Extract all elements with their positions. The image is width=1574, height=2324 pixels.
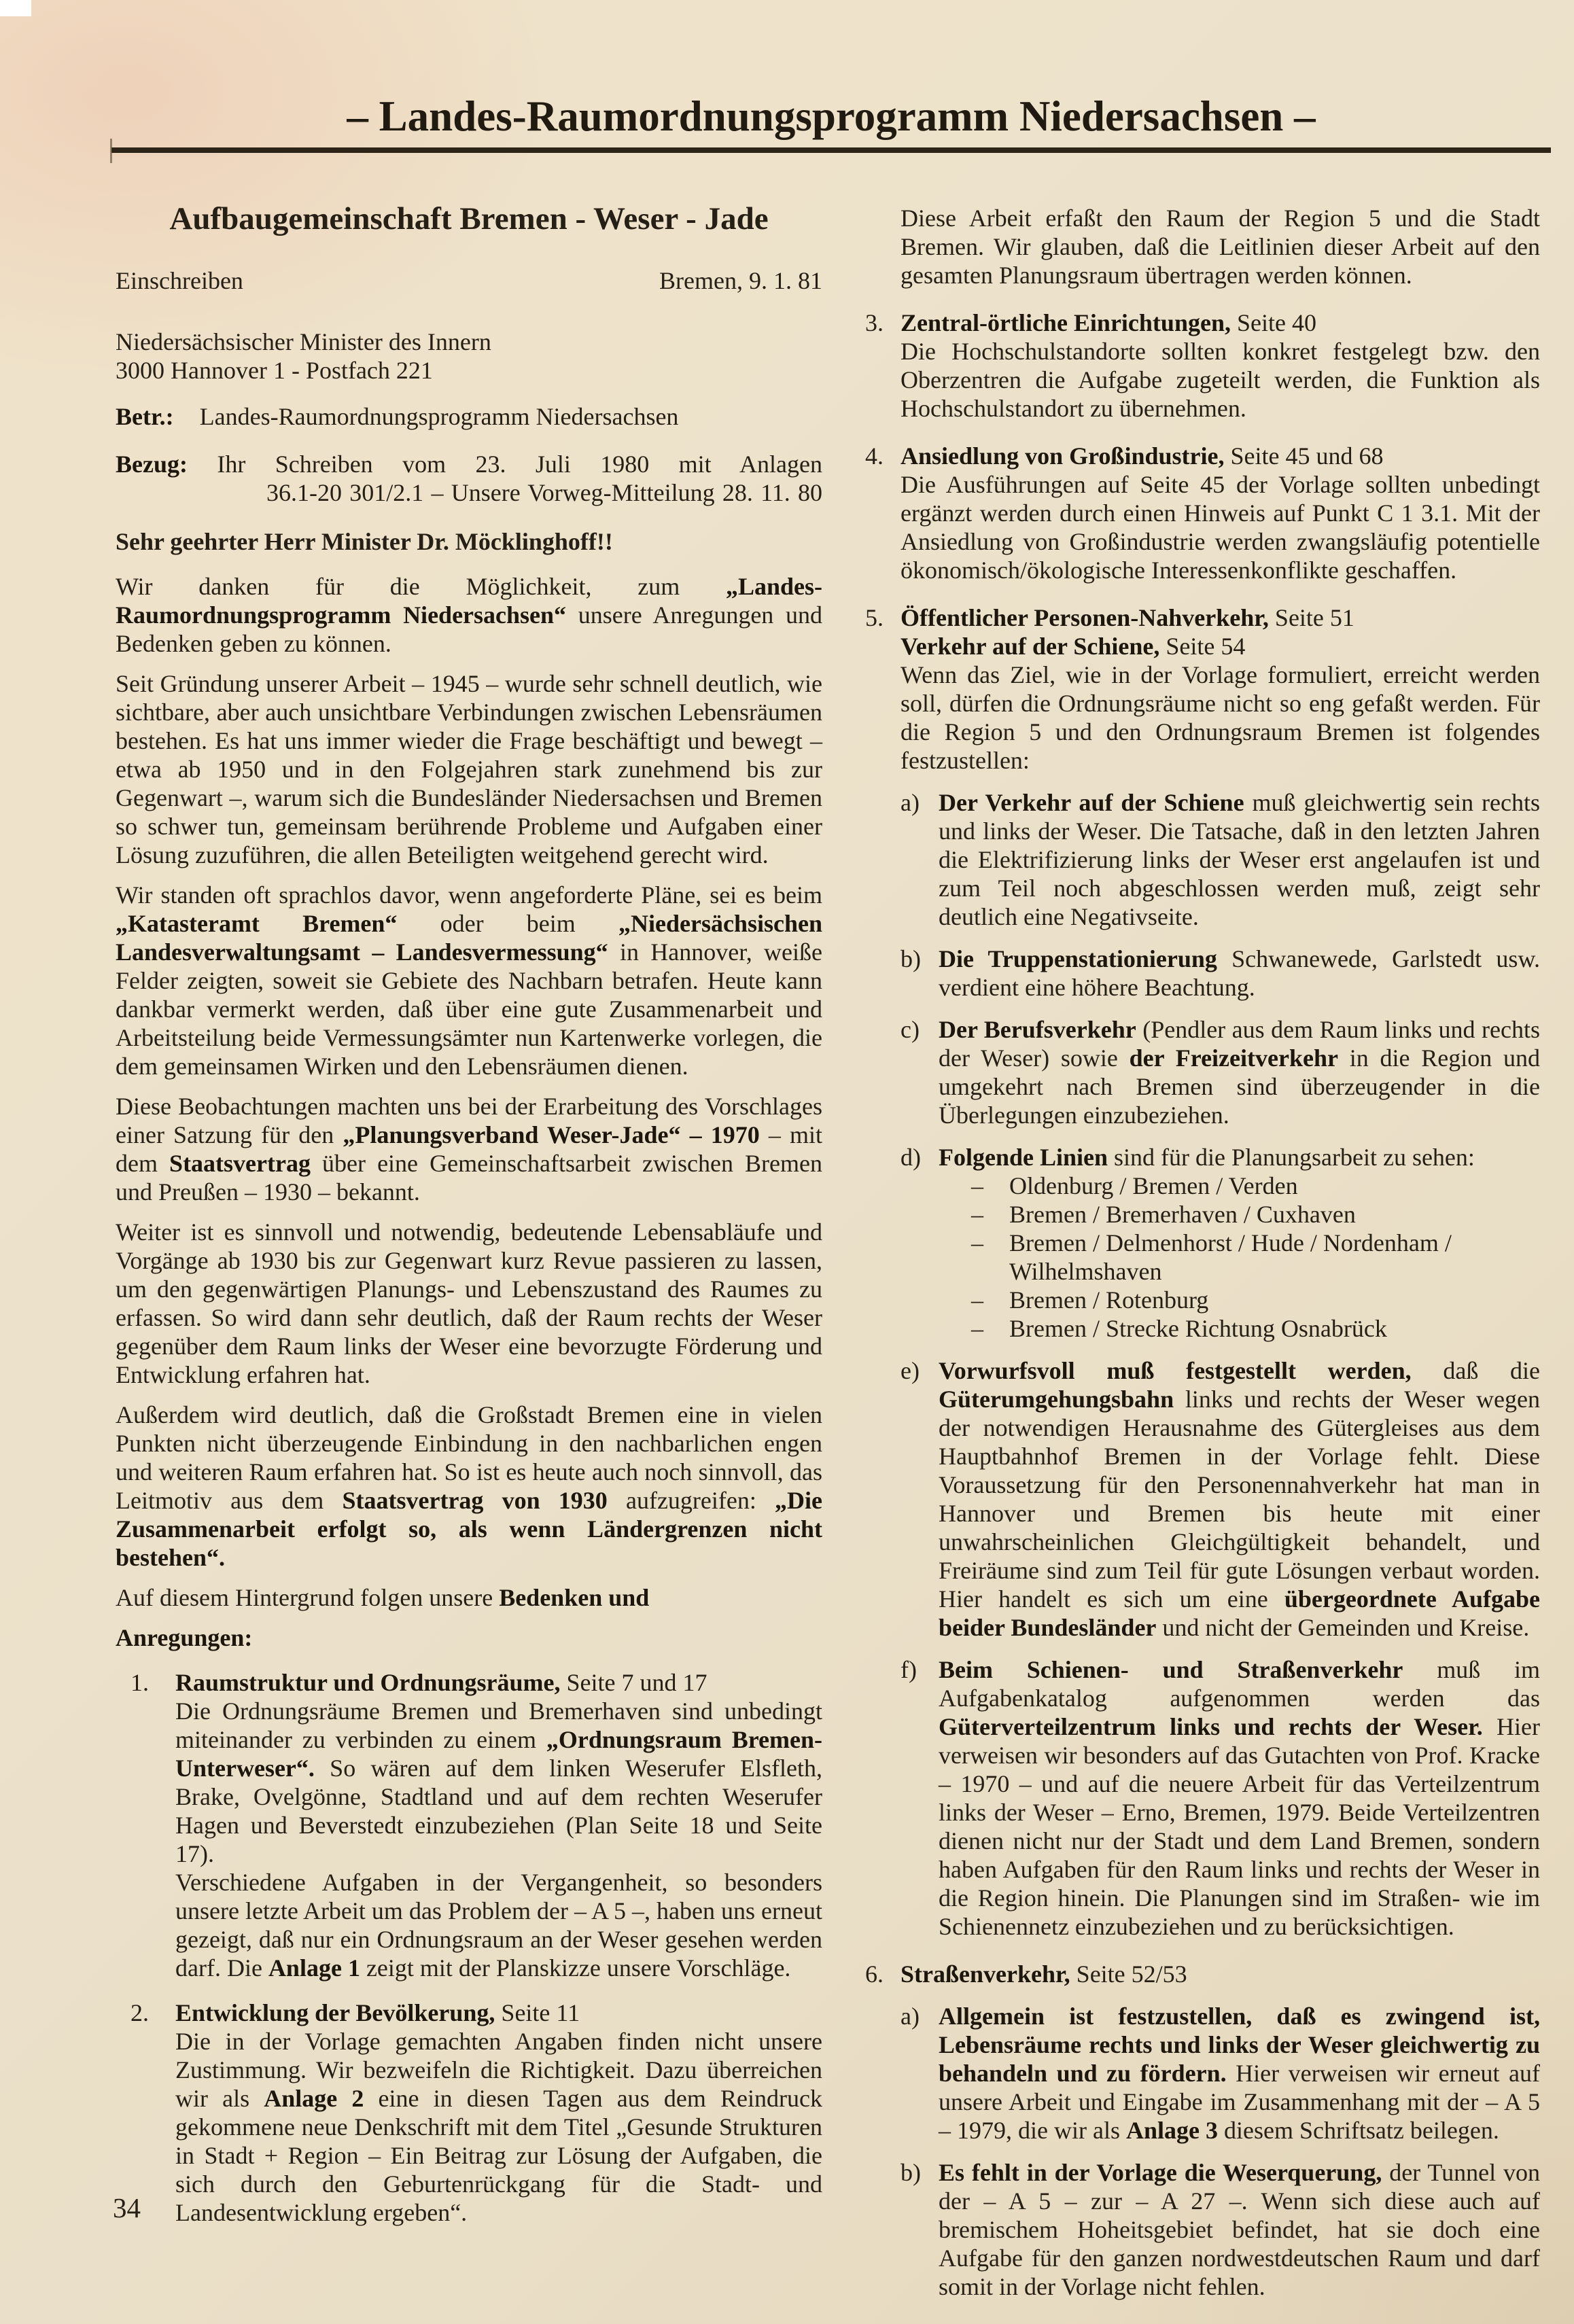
lettered-item-d bbox=[900, 1143, 1540, 1343]
lettered-item-b bbox=[900, 945, 1540, 1002]
item-number: 1. bbox=[130, 1669, 149, 1696]
item-letter: e) bbox=[900, 1357, 920, 1384]
rail-line: Bremen / Delmenhorst / Hude / Nordenham / Wilhelmshaven bbox=[1009, 1229, 1452, 1285]
recipient-address bbox=[116, 328, 822, 385]
dash-bullet: – bbox=[971, 1229, 983, 1256]
closing-intro-line: Anregungen: bbox=[116, 1624, 253, 1651]
lettered-item-a bbox=[900, 2002, 1540, 2145]
rail-line: Bremen / Strecke Richtung Osnabrück bbox=[1009, 1315, 1387, 1342]
item-paragraph: Beim Schienen- und Straßenverkehr muß im Aufgabenkatalog aufgenommen werden das Güterverteilzentrum links und rechts der Weser. Hier verweisen wir besonders auf das Gutachten von Prof. Kracke – 1970 – und auf die neuere Arbeit für das Verteilzentrum links der Weser – Erno, Bremen, 1979. Beide Verteilzentren dienen nicht nur der Stadt und dem Land Bremen, sondern haben Aufgaben für den Raum links und rechts der Weser in die Region hinein. Die Planungen sind im Straßen- wie im Schienennetz einzubeziehen und zu berücksichtigen. bbox=[939, 1656, 1541, 1940]
place-date: Bremen, 9. 1. 81 bbox=[659, 267, 822, 294]
numbered-item-6 bbox=[865, 1960, 1540, 2301]
list-item bbox=[971, 1314, 1540, 1343]
paragraph: Außerdem wird deutlich, daß die Großstadt Bremen eine in vielen Punkten nicht überzeugende Einbindung in den nachbarlichen engen und weiteren Raum erfahren hat. So ist es heute auch noch sinnvoll, das Leitmotiv aus dem Staatsvertrag von 1930 aufzugreifen: „Die Zusammenarbeit erfolgt so, als wenn Ländergrenzen nicht bestehen“. bbox=[116, 1401, 823, 1571]
item-paragraph: Der Verkehr auf der Schiene muß gleichwertig sein rechts und links der Weser. Die Tatsache, daß in den letzten Jahren die Elektrifizierung links der Weser erst angelaufen ist und zum Teil noch abgeschlossen werden muß, zeigt sehr deutlich eine Negativseite. bbox=[939, 789, 1540, 930]
subject-label: Betr.: bbox=[116, 403, 174, 430]
closing-intro-line: Auf diesem Hintergrund folgen unsere Bedenken und bbox=[116, 1584, 650, 1611]
item-number: 4. bbox=[865, 442, 884, 470]
item-paragraph: Die in der Vorlage gemachten Angaben finden nicht unsere Zustimmung. Wir bezweifeln die Richtigkeit. Dazu überreichen wir als Anlage 2 eine in diesen Tagen aus dem Reindruck gekommene neue Denkschrift mit dem Titel „Gesunde Strukturen in Stadt + Region – Ein Beitrag zur Lösung der Aufgaben, die sich durch den Geburtenrückgang für die Stadt- und Landesentwicklung ergeben“. bbox=[175, 2028, 823, 2226]
dash-bullet: – bbox=[971, 1172, 983, 1199]
item-heading: Raumstruktur und Ordnungsräume, Seite 7 und 17 bbox=[175, 1669, 707, 1696]
item-paragraph: Die Truppenstationierung Schwanewede, Garlstedt usw. verdient eine höhere Beachtung. bbox=[939, 945, 1540, 1001]
lettered-item-a bbox=[900, 788, 1540, 931]
lettered-item-f bbox=[900, 1655, 1540, 1941]
item-paragraph: Es fehlt in der Vorlage die Weserquerung, der Tunnel von der – A 5 – zur – A 27 –. Wenn sich diese auch auf bremischem Hoheitsgebiet befindet, hat sie doch eine Aufgabe für den ganzen nordwestdeutschen Raum und darf somit in der Vorlage nicht fehlen. bbox=[939, 2159, 1540, 2300]
reference-line-1: Bezug: Ihr Schreiben vom 23. Juli 1980 mit Anlagen bbox=[116, 451, 822, 478]
item-paragraph: Verschiedene Aufgaben in der Vergangenheit, so besonders unsere letzte Arbeit um das Problem der – A 5 –, haben uns erneut gezeigt, daß nur ein Ordnungsraum an der Weser gesehen werden darf. Die Anlage 1 zeigt mit der Planskizze unsere Vorschläge. bbox=[175, 1869, 822, 1982]
right-column bbox=[865, 204, 1541, 2301]
item-letter: b) bbox=[900, 945, 921, 972]
numbered-item-1 bbox=[130, 1668, 823, 1982]
item-letter: b) bbox=[900, 2159, 921, 2186]
page-header-title: – Landes-Raumordnungsprogramm Niedersachsen – bbox=[347, 92, 1316, 140]
item-number: 5. bbox=[865, 604, 884, 631]
subject-line bbox=[116, 402, 822, 431]
item-number: 2. bbox=[130, 1999, 149, 2026]
numbered-item-5 bbox=[865, 603, 1541, 1941]
list-item bbox=[971, 1200, 1540, 1229]
item-paragraph: Wenn das Ziel, wie in der Vorlage formuliert, erreicht werden soll, dürfen die Ordnungsräume nicht so eng gefaßt werden. Für die Region 5 und den Ordnungsraum Bremen ist folgendes festzustellen: bbox=[900, 661, 1540, 774]
item-heading: Verkehr auf der Schiene, Seite 54 bbox=[900, 633, 1246, 660]
numbered-item-2 bbox=[130, 1999, 823, 2227]
item-paragraph: Vorwurfsvoll muß festgestellt werden, daß die Güterumgehungsbahn links und rechts der Weser wegen der notwendigen Herausnahme des Gütergleises aus dem Hauptbahnhof Bremen in der Vorlage fehlt. Diese Voraussetzung für den Personennahverkehr hat man in Hannover und Bremen bis heute mit einer unwahrscheinlichen Gleichgültigkeit behandelt, und Freiräume sind zum Teil für gute Lösungen verbaut worden. Hier handelt es sich um eine übergeordnete Aufgabe beider Bundesländer und nicht der Gemeinden und Kreise. bbox=[939, 1357, 1540, 1641]
dash-bullet: – bbox=[971, 1201, 983, 1228]
paragraph: Seit Gründung unserer Arbeit – 1945 – wurde sehr schnell deutlich, wie sichtbare, aber auch unsichtbare Verbindungen zwischen Lebensräumen bestehen. Es hat uns immer wieder die Frage beschäftigt und bewegt – etwa ab 1950 und in den Folgejahren stark zunehmend bis zur Gegenwart –, warum sich die Bundesländer Niedersachsen und Bremen so schwer tun, gemeinsam berührende Probleme und Aufgaben einer Lösung zuzuführen, die allen Beteiligten weitgehend gerecht wird. bbox=[116, 670, 822, 868]
item-number: 6. bbox=[865, 1960, 884, 1988]
paragraph: Wir danken für die Möglichkeit, zum „Landes-Raumordnungsprogramm Niedersachsen“ unsere Anregungen und Bedenken geben zu können. bbox=[116, 573, 822, 657]
salutation: Sehr geehrter Herr Minister Dr. Möcklinghoff!! bbox=[116, 528, 613, 555]
list-item bbox=[971, 1172, 1540, 1200]
item-heading: Ansiedlung von Großindustrie, Seite 45 und 68 bbox=[900, 442, 1384, 470]
item-paragraph: Die Ausführungen auf Seite 45 der Vorlage sollten unbedingt ergänzt werden durch einen Hinweis auf Punkt C 1 3.1. Mit der Ansiedlung von Großindustrie werden zwangsläufig potentielle ökonomisch/ökologische Interessenkonflikte geschaffen. bbox=[900, 471, 1540, 584]
item-letter: c) bbox=[900, 1016, 920, 1043]
item-letter: d) bbox=[900, 1144, 921, 1171]
item-letter: a) bbox=[900, 789, 920, 816]
item-paragraph: Der Berufsverkehr (Pendler aus dem Raum links und rechts der Weser) sowie der Freizeitverkehr in die Region und umgekehrt nach Bremen sind überzeugender in die Überlegungen einzubeziehen. bbox=[939, 1016, 1541, 1129]
letter-org-title: Aufbaugemeinschaft Bremen - Weser - Jade bbox=[169, 201, 769, 236]
dash-bullet: – bbox=[971, 1286, 983, 1314]
item-letter: a) bbox=[900, 2003, 920, 2030]
item-heading: Öffentlicher Personen-Nahverkehr, Seite 51 bbox=[900, 604, 1354, 631]
item-number: 3. bbox=[865, 309, 884, 336]
rail-line-list bbox=[971, 1172, 1540, 1343]
item-paragraph: Folgende Linien sind für die Planungsarbeit zu sehen: bbox=[939, 1144, 1475, 1171]
page-number: 34 bbox=[113, 2192, 141, 2223]
item-paragraph: Die Ordnungsräume Bremen und Bremerhaven sind unbedingt miteinander zu verbinden zu einem „Ordnungsraum Bremen-Unterweser“. So wären auf dem linken Weserufer Elsfleth, Brake, Ovelgönne, Stadtland und auf dem rechten Weserufer Hagen und Beverstedt einzubeziehen (Plan Seite 18 und Seite 17). bbox=[175, 1697, 823, 1867]
mail-type-label: Einschreiben bbox=[116, 267, 243, 294]
item-paragraph: Die Hochschulstandorte sollten konkret festgelegt bzw. den Oberzentren die Aufgabe zugeteilt werden, die Funktion als Hochschulstandort zu übernehmen. bbox=[900, 338, 1540, 422]
item-heading: Entwicklung der Bevölkerung, Seite 11 bbox=[175, 1999, 580, 2026]
lettered-item-b bbox=[900, 2158, 1540, 2301]
letter-meta-row bbox=[116, 266, 822, 295]
reference-line-2: 36.1-20 301/2.1 – Unsere Vorweg-Mitteilung 28. 11. 80 bbox=[266, 479, 822, 506]
rail-line: Bremen / Bremerhaven / Cuxhaven bbox=[1009, 1201, 1356, 1228]
paragraph: Diese Beobachtungen machten uns bei der Erarbeitung des Vorschlages einer Satzung für den „Planungsverband Weser-Jade“ – 1970 – mit dem Staatsvertrag über eine Gemeinschaftsarbeit zwischen Bremen und Preußen – 1930 – bekannt. bbox=[116, 1093, 822, 1205]
paragraph: Weiter ist es sinnvoll und notwendig, bedeutende Lebensabläufe und Vorgänge ab 1930 bis zur Gegenwart kurz Revue passieren zu lassen, um den gegenwärtigen Planungs- und Lebenszustand des Raumes zu erfassen. So wird dann sehr deutlich, daß der Raum rechts der Weser gegenüber dem Raum links der Weser eine bevorzugte Förderung und Entwicklung erfahren hat. bbox=[116, 1218, 822, 1388]
subject-text: Landes-Raumordnungsprogramm Niedersachsen bbox=[199, 403, 679, 430]
list-item bbox=[971, 1286, 1540, 1314]
scan-edge-artifact bbox=[0, 0, 31, 16]
rail-line: Oldenburg / Bremen / Verden bbox=[1009, 1172, 1298, 1199]
paragraph: Diese Arbeit erfaßt den Raum der Region 5 und die Stadt Bremen. Wir glauben, daß die Leitlinien dieser Arbeit auf den gesamten Planungsraum übertragen werden können. bbox=[900, 205, 1540, 289]
item-paragraph: Allgemein ist festzustellen, daß es zwingend ist, Lebensräume rechts und links der Weser gleichwertig zu behandeln und zu fördern. Hier verweisen wir erneut auf unsere Arbeit und Eingabe im Zusammenhang mit der – A 5 – 1979, die wir als Anlage 3 diesem Schriftsatz beilegen. bbox=[939, 2003, 1540, 2144]
lettered-item-c bbox=[900, 1015, 1540, 1129]
item-letter: f) bbox=[900, 1656, 917, 1683]
lettered-item-e bbox=[900, 1356, 1540, 1642]
scan-artifact-tick bbox=[110, 139, 112, 163]
header-rule bbox=[111, 147, 1551, 153]
left-column bbox=[116, 201, 822, 2227]
numbered-item-4 bbox=[865, 442, 1540, 584]
item-heading: Straßenverkehr, Seite 52/53 bbox=[900, 1960, 1187, 1988]
paragraph: Wir standen oft sprachlos davor, wenn angeforderte Pläne, sei es beim „Katasteramt Bremen“ oder beim „Niedersächsischen Landesverwaltungsamt – Landesvermessung“ in Hannover, weiße Felder zeigten, soweit sie Gebiete des Nachbarn betrafen. Heute kann dankbar vermerkt werden, daß über eine gute Zusammenarbeit und Arbeitsteilung beide Vermessungsämter nun Kartenwerke vorlegen, die dem gemeinsamen Wirken und den Lebensräumen dienen. bbox=[116, 881, 822, 1080]
rail-line: Bremen / Rotenburg bbox=[1009, 1286, 1209, 1314]
recipient-line: 3000 Hannover 1 - Postfach 221 bbox=[116, 357, 433, 384]
item-heading: Zentral-örtliche Einrichtungen, Seite 40 bbox=[900, 309, 1316, 336]
list-item bbox=[971, 1229, 1540, 1286]
recipient-line: Niedersächsischer Minister des Innern bbox=[116, 328, 491, 355]
numbered-item-3 bbox=[865, 309, 1540, 423]
dash-bullet: – bbox=[971, 1315, 983, 1342]
